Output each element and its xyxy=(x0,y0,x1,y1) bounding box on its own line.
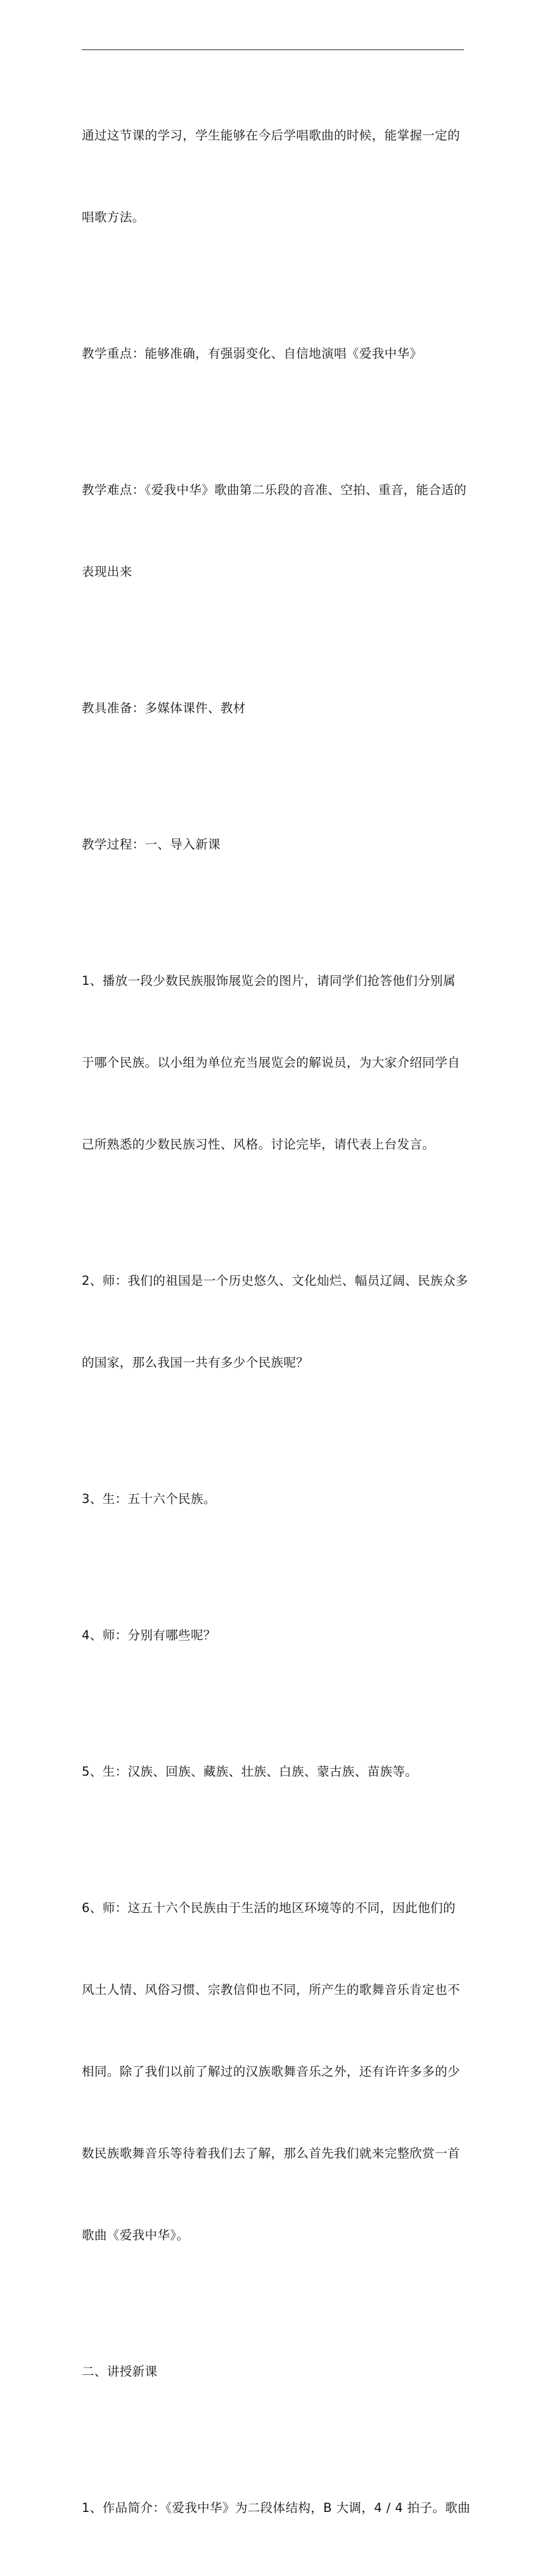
text-line: 教具准备：多媒体课件、教材 xyxy=(82,701,246,715)
paragraph-step-6 xyxy=(82,1840,465,2303)
text-line: 3、生：五十六个民族。 xyxy=(82,1492,216,1506)
text-line: 数民族歌舞音乐等待着我们去了解，那么首先我们就来完整欣赏一首 xyxy=(82,2146,461,2161)
paragraph-intro xyxy=(82,2440,471,2576)
text-line: 4、师：分别有哪些呢？ xyxy=(82,1628,216,1643)
paragraph-process-heading xyxy=(82,776,465,913)
paragraph-key-point xyxy=(82,285,465,422)
paragraph-step-1 xyxy=(82,913,465,1213)
paragraph-step-4 xyxy=(82,1567,465,1703)
text-line: 教学难点：《爱我中华》歌曲第二乐段的音准、空拍、重音，能合适的 xyxy=(82,483,467,497)
text-line: 6、师：这五十六个民族由于生活的地区环境等的不同，因此他们的 xyxy=(82,1901,456,1915)
text-line: 教学重点：能够准确，有强弱变化、自信地演唱《爱我中华》 xyxy=(82,346,423,361)
text-line: 歌曲《爱我中华》。 xyxy=(82,2228,189,2242)
paragraph-step-5 xyxy=(82,1703,465,1840)
text-line: 教学过程：一、导入新课 xyxy=(82,837,221,852)
text-line: 通过这节课的学习，学生能够在今后学唱歌曲的时候，能掌握一定的 xyxy=(82,128,461,143)
text-line: 1、作品简介：《爱我中华》为二段体结构，B 大调，4 / 4 拍子。歌曲 xyxy=(82,2501,471,2515)
text-line: 1、播放一段少数民族服饰展览会的图片，请同学们抢答他们分别属 xyxy=(82,973,456,988)
paragraph-goal xyxy=(82,67,465,285)
paragraph-step-2 xyxy=(82,1213,468,1431)
text-line: 唱歌方法。 xyxy=(82,210,145,224)
text-line: 于哪个民族。以小组为单位充当展览会的解说员，为大家介绍同学自 xyxy=(82,1055,461,1070)
text-line: 二、讲授新课 xyxy=(82,2364,158,2379)
text-line: 表现出来 xyxy=(82,564,132,579)
paragraph-difficulty xyxy=(82,422,465,640)
paragraph-section-2-heading xyxy=(82,2303,465,2440)
text-line: 2、师：我们的祖国是一个历史悠久、文化灿烂、幅员辽阔、民族众多 xyxy=(82,1273,468,1288)
text-line: 的国家，那么我国一共有多少个民族呢？ xyxy=(82,1355,309,1370)
header-rule xyxy=(82,49,464,50)
text-line: 风土人情、风俗习惯、宗教信仰也不同，所产生的歌舞音乐肯定也不 xyxy=(82,1982,461,1997)
text-line: 相同。除了我们以前了解过的汉族歌舞音乐之外，还有许许多多的少 xyxy=(82,2064,461,2079)
text-line: 5、生：汉族、回族、藏族、壮族、白族、蒙古族、苗族等。 xyxy=(82,1764,418,1779)
paragraph-materials xyxy=(82,640,465,776)
paragraph-step-3 xyxy=(82,1431,465,1567)
text-line: 己所熟悉的少数民族习性、风格。讨论完毕，请代表上台发言。 xyxy=(82,1137,435,1152)
document-body xyxy=(82,67,471,2576)
